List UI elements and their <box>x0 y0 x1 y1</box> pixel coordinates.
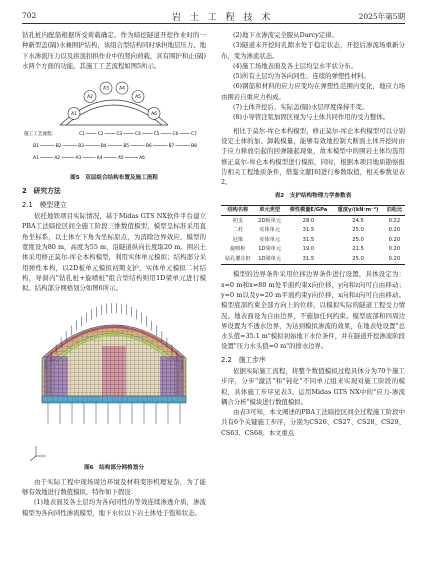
table-cell: 0.20 <box>388 227 401 234</box>
table-2-title: 表2 支护结构物理力学参数表 <box>274 193 352 200</box>
table-cell: 31.5 <box>302 256 315 263</box>
figure-5-step-label: C2 <box>97 132 104 138</box>
assumption-4: (4)施工场地表面及各土层均呈水平状分布。 <box>233 61 358 70</box>
figure-5-step-label: A6 <box>139 156 145 162</box>
figure-5-step-label: C4 <box>135 132 141 138</box>
issue-label: 2025年第5期 <box>358 12 405 21</box>
table-row <box>221 255 405 265</box>
figure-5-pile-label: A2 <box>87 95 93 101</box>
table-cell: 二衬 <box>232 227 244 234</box>
figure-5-b-row <box>33 143 197 149</box>
figure-5-pile-label: A3 <box>103 86 109 92</box>
assumption-7: (7)土体开挖后，实际盖(隔)水层厚度保持不变。 <box>233 103 369 112</box>
assumption-intro-paragraph: 由于实际工程中现场周边环境及材料变形机理复杂，为了能够有效地进行数值模拟，特作如下假设： <box>22 477 206 497</box>
figure-6-caption: 图6 结构部分网格划分 <box>84 465 144 472</box>
table-header-cell: 结构名称 <box>227 207 249 214</box>
assumption-5: (5)所有土层均为各向同性、连续的弹塑性材料。 <box>233 72 370 81</box>
table-intro-paragraph: 相比于莫尔-库仑本构模型，修正莫尔-库仑本构模型可以分别设定土体的加、卸载模量，能够有效地控制大断面土体开挖时由于应力释放引起的回弹隆起现象，故本模型中的围岩土体均选用修正莫尔-库仑本构模型进行模拟，同时，根据本项目地质勘察报告相关工程地质条件，借鉴文献[6]进行参数取值，相关参数见表2。 <box>221 126 405 187</box>
table-cell: 28.0 <box>302 217 315 224</box>
modeling-paragraph: 依托地铁项目实际情况，基于Midas GTS NX软件平台建立PBA工法暗挖区间全施工阶段三维数值模型，模型呈标准采用直角坐标系，以土体左下角为坐标原点，为消除边界效应，模型的宽度设为80 m，高度为55 m，沿隧道纵向长度取20 m。围岩土体采用修正莫尔-库仑本构模型，利用实体单元模拟；结构部分采用弹性本构，以2D板单元模拟初期支护，实体单元模拟二衬结构，导洞内"钻孔桩+旋喷桩"组合型结构则用1D梁单元进行模拟。结构部分网格划分如图6所示。 <box>22 212 206 293</box>
figure-5-step-label: B2 <box>55 144 62 150</box>
table-cell: 初支 <box>232 217 244 224</box>
figure-5-a-row <box>33 155 145 161</box>
table-cell: 31.5 <box>302 227 315 234</box>
figure-5-step-label: A3 <box>75 156 82 162</box>
table-cell: 25.0 <box>352 256 364 263</box>
figure-5-caption: 图5 双层组合结构布置及施工流程 <box>70 175 158 182</box>
table-row <box>221 216 405 226</box>
left-column <box>22 30 206 518</box>
figure-5-step-label: B5 <box>123 144 130 150</box>
table-cell: 0.20 <box>388 236 401 243</box>
figure-6 <box>22 296 206 461</box>
figure-5-pile-label: A1 <box>71 112 77 118</box>
table-header-cell: 单元类型 <box>259 207 281 214</box>
figure-5-diagram <box>22 73 206 171</box>
figure-5-pile-label: A5 <box>135 95 141 101</box>
figure-5-step-label: B7 <box>168 144 175 150</box>
figure-5-step-label: B6 <box>146 144 152 150</box>
last-paragraph: 由表3可知，本文阐述的PBA工法暗挖区间全过程施工阶段中共有6个关键施工步序，分别为CS26、CS27、CS28、CS29、CS63、CS68。本文重点 <box>221 408 405 437</box>
figure-5-step-label: A2 <box>54 156 61 162</box>
section-2-1-title: 2.1 模型建立 <box>22 200 67 209</box>
assumption-8: (8)小导管注浆加固区视为与土体共同作用的受力整体。 <box>233 113 390 122</box>
table-header-cell: 弹性模量E/GPa <box>289 207 328 214</box>
page-number: 702 <box>22 11 37 20</box>
table-cell: 25.0 <box>352 236 364 243</box>
table-cell: 21.5 <box>352 246 364 253</box>
figure-5-step-label: A4 <box>96 156 103 162</box>
section-2-2-title: 2.2 施工步序 <box>221 355 266 364</box>
figure-5-step-label: C5 <box>153 132 160 138</box>
table-cell: 1D梁单元 <box>258 246 282 253</box>
figure-5-step-label: B1 <box>33 144 39 150</box>
table-row <box>221 245 405 255</box>
assumption-2: (2)地下水渗流完全服从Darcy定律。 <box>233 31 338 39</box>
table-row <box>221 226 405 236</box>
table-cell: 实体单元 <box>259 227 281 234</box>
table-header-cell: 重度γ/(kN·m⁻³) <box>337 207 379 214</box>
table-cell: 冠梁 <box>232 236 244 243</box>
figure-5-c-row <box>79 131 197 137</box>
header-rule <box>22 23 405 24</box>
intro-paragraph: 钻孔桩内配筋根据所受荷载确定。作为暗挖隧道开挖作业时的一种新型盖(隔)水兼围护结构，该组合型结构同时承担地层压力、地下水渗流压力以及拱顶扣拱作业中的竖向荷载，具有围护和止(隔)水两个方面的功能。其施工工艺流程如图5所示。 <box>22 31 206 70</box>
figure-5-step-label: A5 <box>117 156 124 162</box>
table-cell: 31.5 <box>302 236 315 243</box>
construction-paragraph: 依据实际施工流程，将整个数值模拟过程具体分为70个施工步序，分步"激活"和"钝化"不同单元组来实现对施工阶段的模拟，具体施工步序见表3。运用Midas GTS NX中的"应力-渗流耦合分析"模块进行数值模拟。 <box>221 366 405 406</box>
assumption-6: (6)钢筋和材料的应力应变均在弹塑性范围内变化，地应力场由围岩自重应力构成。 <box>221 82 405 101</box>
table-cell: 旋喷桩 <box>230 246 246 253</box>
table-cell: 1D梁单元 <box>258 256 282 263</box>
assumption-1: (1)地表面及各土层均为各向同性的等效连续渗透介质，渗流模型为各向同性渗流模型，地下水位以下岩土体处于饱和状态。 <box>22 498 206 517</box>
table-2 <box>221 205 405 266</box>
process-label: 施工工艺流程： <box>24 132 57 138</box>
right-column <box>221 30 405 438</box>
figure-5 <box>22 73 206 171</box>
figure-5-step-label: B3 <box>78 144 84 150</box>
figure-5-pile-label: A6 <box>151 112 157 118</box>
table-cell: 0.22 <box>388 217 401 224</box>
table-cell: 19.0 <box>302 246 315 253</box>
assumption-3: (3)隧道未开挖时孔隙水处于稳定状态，开挖后渗流场重新分布，变为渗流状态。 <box>221 41 405 60</box>
figure-5-pile-label: A4 <box>119 86 125 92</box>
table-row <box>221 236 405 246</box>
table-cell: 实体单元 <box>259 236 281 243</box>
section-2-title: 2 研究方法 <box>22 187 61 196</box>
figure-5-step-label: C1 <box>79 132 85 138</box>
page-header <box>22 9 405 25</box>
table-cell: 24.5 <box>352 217 364 224</box>
table-cell: 25.0 <box>352 227 364 234</box>
table-header-row <box>221 205 405 216</box>
figure-6-mesh <box>22 296 206 461</box>
figure-5-step-label: C6 <box>172 132 179 138</box>
table-cell: 钻孔灌注桩 <box>224 256 251 263</box>
table-cell: 0.20 <box>388 256 401 263</box>
figure-5-step-label: C3 <box>116 132 123 138</box>
figure-5-step-label: A1 <box>33 156 39 162</box>
figure-5-step-label: B4 <box>100 144 107 150</box>
figure-5-step-label: B8 <box>191 144 197 150</box>
boundary-paragraph: 模型的边界条件采用位移边界条件进行设置，具体设定为：x=0 m和x=80 m处平面约束x向位移，y向和z向可自由移动；y=0 m以及y=20 m平面约束y向位移，x向和z向可自由移动。模型底部约束全部方向上的位移，以模拟实际的隧道工程受力情况。地表面设为自由边界，不施加任何约束。模型底部和四周边界设置为不透水边界，为达到模拟渗流的效果，在地表处设置"总水头值=35.1 m"模拟初始地下水位条件，并在隧道开挖渗流阶段设置"压力水头值=0 m"的排水边界。 <box>221 270 405 351</box>
table-header-cell: 泊松比 <box>386 207 403 214</box>
figure-5-step-label: C7 <box>191 132 197 138</box>
journal-title: 岩 土 工 程 技 术 <box>172 13 274 23</box>
table-cell: 0.20 <box>388 246 401 253</box>
table-cell: 2D板单元 <box>258 217 282 224</box>
